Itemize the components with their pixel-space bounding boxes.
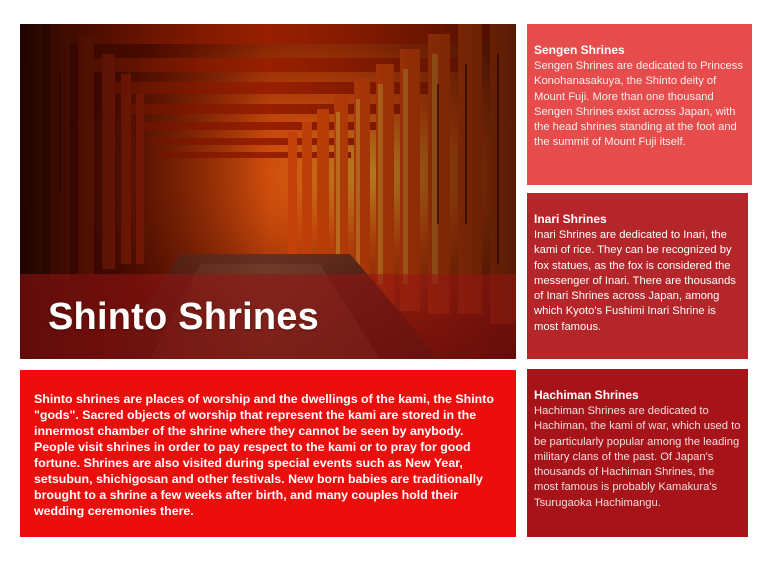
- card-title: Sengen Shrines: [534, 43, 625, 57]
- card-title: Inari Shrines: [534, 212, 607, 226]
- card-title: Hachiman Shrines: [534, 388, 639, 402]
- card-inari-shrines: [527, 193, 748, 359]
- card-sengen-shrines: [527, 24, 752, 185]
- card-hachiman-shrines: [527, 369, 748, 537]
- card-text: Hachiman Shrines are dedicated to Hachiman, the kami of war, which used to be particularly popular among the leading military clans of the past. Of Japan's thousands of Hachiman Shrines, the most famous is probably Kamakura's Tsurugaoka Hachimangu.: [534, 405, 741, 509]
- card-text: Inari Shrines are dedicated to Inari, the kami of rice. They can be recognized by fox statues, as the fox is considered the messenger of Inari. There are thousands of Inari Shrines across Japan, among which Kyoto's Fushimi Inari Shrine is most famous.: [534, 229, 736, 333]
- page-title: Shinto Shrines: [48, 296, 319, 338]
- card-text: Sengen Shrines are dedicated to Princess Konohanasakuya, the Shinto deity of Mount Fuji. More than one thousand Sengen Shrines exist across Japan, with the head shrines standing at the foot and the summit of Mount Fuji itself.: [534, 60, 743, 149]
- intro-panel: [20, 370, 516, 537]
- hero-image-panel: [20, 24, 516, 359]
- intro-text: Shinto shrines are places of worship and the dwellings of the kami, the Shinto "gods". Sacred objects of worship that represent the kami are stored in the innermost chamber of the shrine where they cannot be seen by anybody. People visit shrines in order to pay respect to the kami or to pray for good fortune. Shrines are also visited during special events such as New Year, setsubun, shichigosan and other festivals. New born babies are traditionally brought to a shrine a few weeks after birth, and many couples hold their wedding ceremonies there.: [34, 392, 494, 518]
